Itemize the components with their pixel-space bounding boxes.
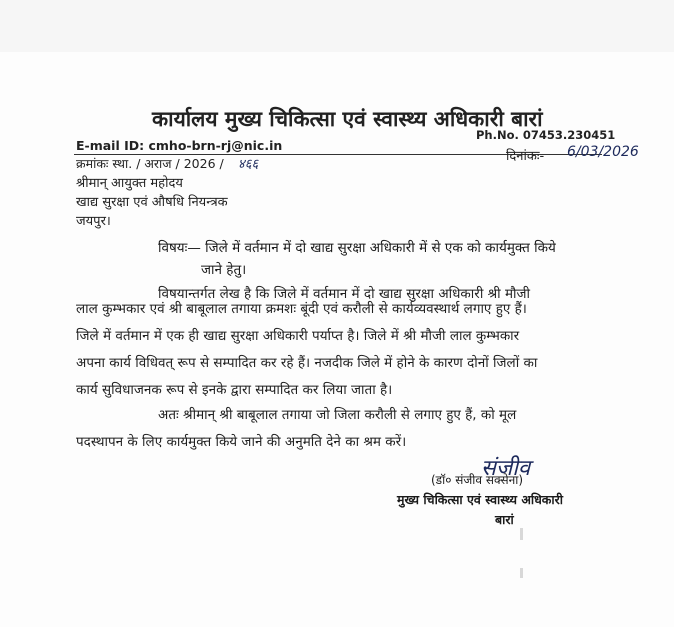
office-title: कार्यालय मुख्य चिकित्सा एवं स्वास्थ्य अधिकारी बारां xyxy=(152,107,543,131)
recipient-line: जयपुर। xyxy=(76,214,111,229)
signatory-place: बारां xyxy=(495,512,514,527)
reference-number: क्रमांकः स्था. / अराज / 2026 / xyxy=(76,156,224,171)
paper-mark xyxy=(520,528,523,540)
phone-number: Ph.No. 07453.230451 xyxy=(476,128,616,142)
reference-handwritten: ४६६ xyxy=(238,157,259,172)
date-handwritten: 6/03/2026 xyxy=(567,144,639,160)
signature: संजीव xyxy=(481,456,531,481)
date-label: दिनांकः- xyxy=(506,149,545,164)
top-band xyxy=(0,0,674,52)
subject-line: जाने हेतु। xyxy=(201,262,247,278)
signatory-name: (डॉ० संजीव सक्सेना) xyxy=(431,473,524,487)
body-line: विषयान्तर्गत लेख है कि जिले में वर्तमान में दो खाद्य सुरक्षा अधिकारी श्री मौजी xyxy=(158,286,531,302)
body-line: कार्य सुविधाजनक रूप से इनके द्वारा सम्पादित कर लिया जाता है। xyxy=(76,382,393,398)
body-line: अपना कार्य विधिवत् रूप से सम्पादित कर रहे हैं। नजदीक जिले में होने के कारण दोनों जिलों का xyxy=(76,355,538,371)
body-line: अतः श्रीमान् श्री बाबूलाल तगाया जो जिला करौली से लगाए हुए हैं, को मूल xyxy=(158,407,517,423)
body-line: जिले में वर्तमान में एक ही खाद्य सुरक्षा अधिकारी पर्याप्त है। जिले में श्री मौजी लाल कुम्भकार xyxy=(76,328,520,344)
paper-mark xyxy=(520,568,523,578)
subject-line: विषयः— जिले में वर्तमान में दो खाद्य सुरक्षा अधिकारी में से एक को कार्यमुक्त किये xyxy=(158,240,556,256)
signatory-title: मुख्य चिकित्सा एवं स्वास्थ्य अधिकारी xyxy=(397,492,563,507)
email-id: E-mail ID: cmho-brn-rj@nic.in xyxy=(76,138,283,153)
recipient-line: श्रीमान् आयुक्त महोदय xyxy=(76,176,183,191)
body-line: पदस्थापन के लिए कार्यमुक्त किये जाने की अनुमति देने का श्रम करें। xyxy=(76,434,407,450)
body-line: लाल कुम्भकार एवं श्री बाबूलाल तगाया क्रमशः बूंदी एवं करौली से कार्यव्यवस्थार्थ लगाए हुए हैं। xyxy=(76,301,527,317)
recipient-line: खाद्य सुरक्षा एवं औषधि नियन्त्रक xyxy=(76,195,228,210)
